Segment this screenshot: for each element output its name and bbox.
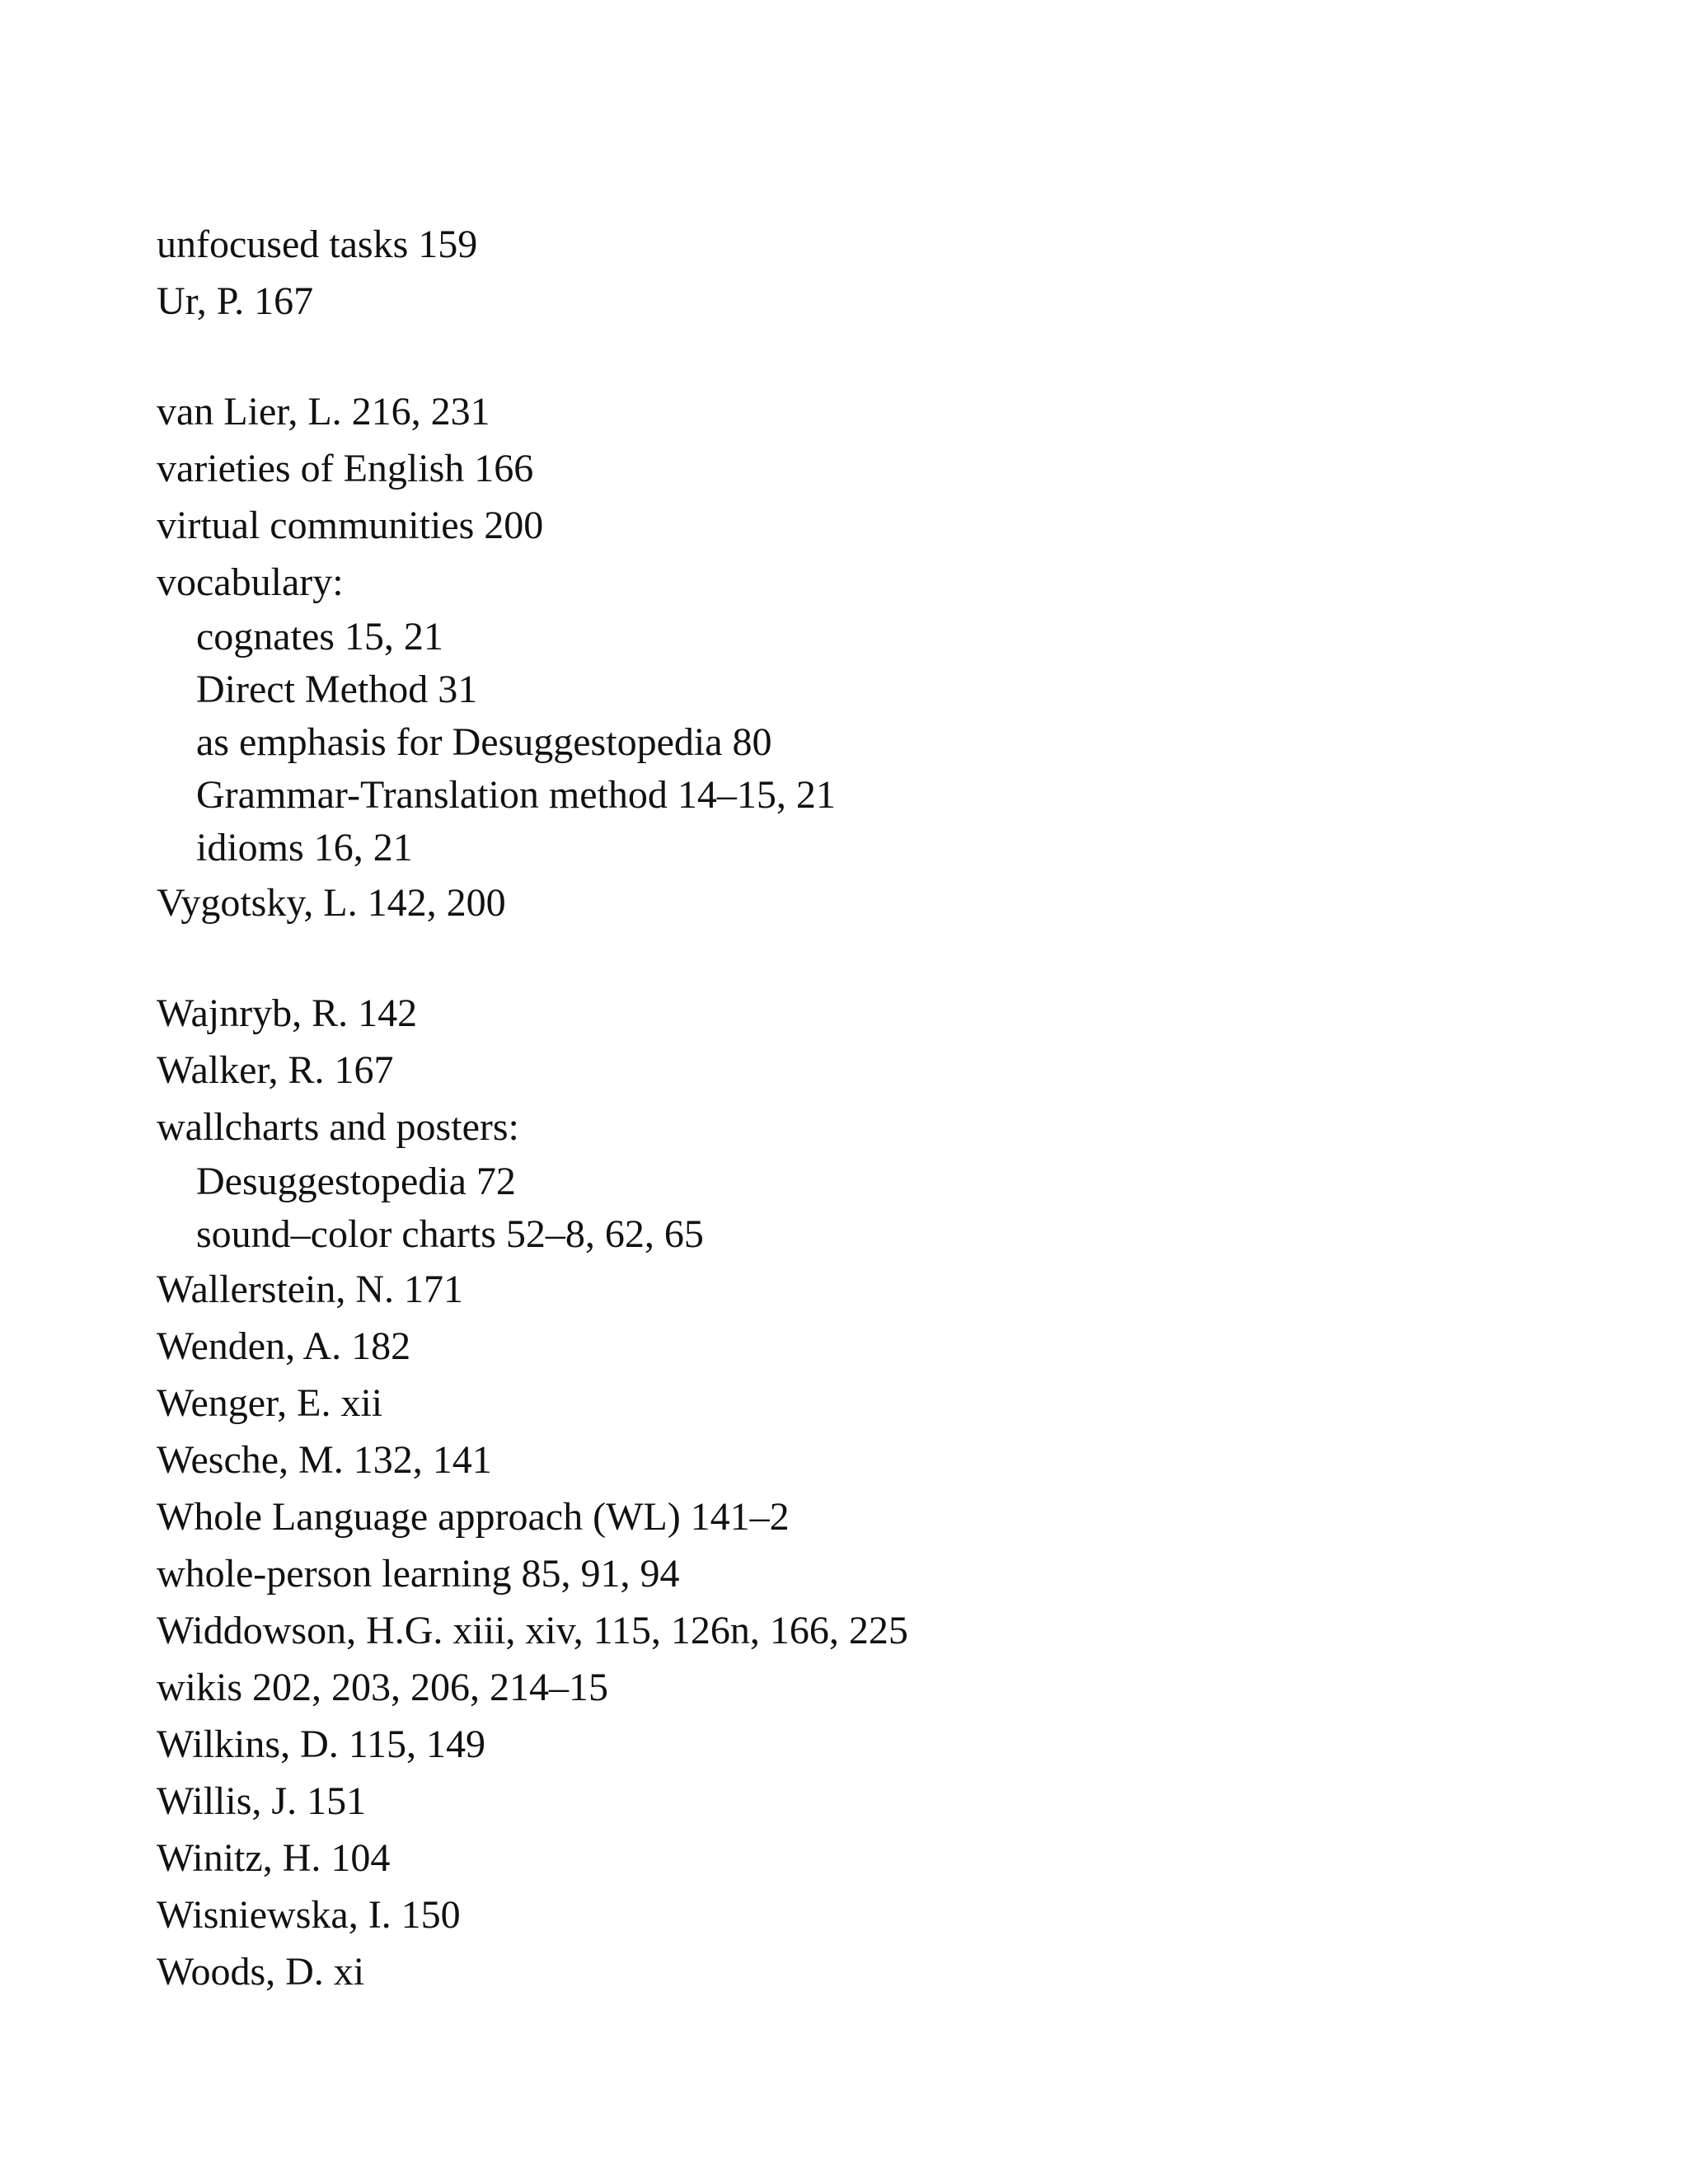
index-entry: Whole Language approach (WL) 141–2 [157, 1495, 790, 1539]
index-group-w [157, 985, 1558, 2000]
index-entry: Ur, P. 167 [157, 279, 314, 323]
index-entry: Wesche, M. 132, 141 [157, 1438, 492, 1482]
index-entry: whole-person learning 85, 91, 94 [157, 1552, 680, 1596]
index-entry: Wallerstein, N. 171 [157, 1268, 464, 1311]
index-entry: Wenger, E. xii [157, 1381, 383, 1425]
index-entry: Wilkins, D. 115, 149 [157, 1722, 485, 1766]
index-entry: Wisniewska, I. 150 [157, 1893, 461, 1937]
index-entry: wallcharts and posters: [157, 1105, 519, 1149]
index-entry: van Lier, L. 216, 231 [157, 390, 490, 434]
index-entry: Walker, R. 167 [157, 1048, 394, 1092]
index-entry: Vygotsky, L. 142, 200 [157, 881, 506, 925]
group-spacer [157, 330, 1558, 383]
index-entry: vocabulary: [157, 560, 344, 604]
index-subentry: as emphasis for Desuggestopedia 80 [196, 720, 772, 764]
index-entry: virtual communities 200 [157, 504, 544, 547]
index-subentry: cognates 15, 21 [196, 615, 443, 658]
index-subentry: Desuggestopedia 72 [196, 1160, 516, 1203]
index-group-u [157, 216, 1558, 330]
index-entry: Winitz, H. 104 [157, 1836, 391, 1880]
index-group-v [157, 383, 1558, 931]
index-entry: Widdowson, H.G. xiii, xiv, 115, 126n, 166, 225 [157, 1609, 908, 1652]
index-entry: varieties of English 166 [157, 447, 534, 490]
index-subentry: Grammar-Translation method 14–15, 21 [196, 773, 836, 817]
index-subentry: idioms 16, 21 [196, 826, 413, 869]
index-entry: Wajnryb, R. 142 [157, 991, 418, 1035]
index-entry: wikis 202, 203, 206, 214–15 [157, 1666, 609, 1709]
index-entry: unfocused tasks 159 [157, 223, 478, 266]
index-entry: Wenden, A. 182 [157, 1324, 411, 1368]
index-entry: Woods, D. xi [157, 1950, 365, 1994]
index-subentry: Direct Method 31 [196, 668, 478, 711]
index-page [157, 216, 1558, 2000]
index-subentry: sound–color charts 52–8, 62, 65 [196, 1212, 704, 1256]
group-spacer [157, 931, 1558, 985]
index-entry: Willis, J. 151 [157, 1779, 367, 1823]
